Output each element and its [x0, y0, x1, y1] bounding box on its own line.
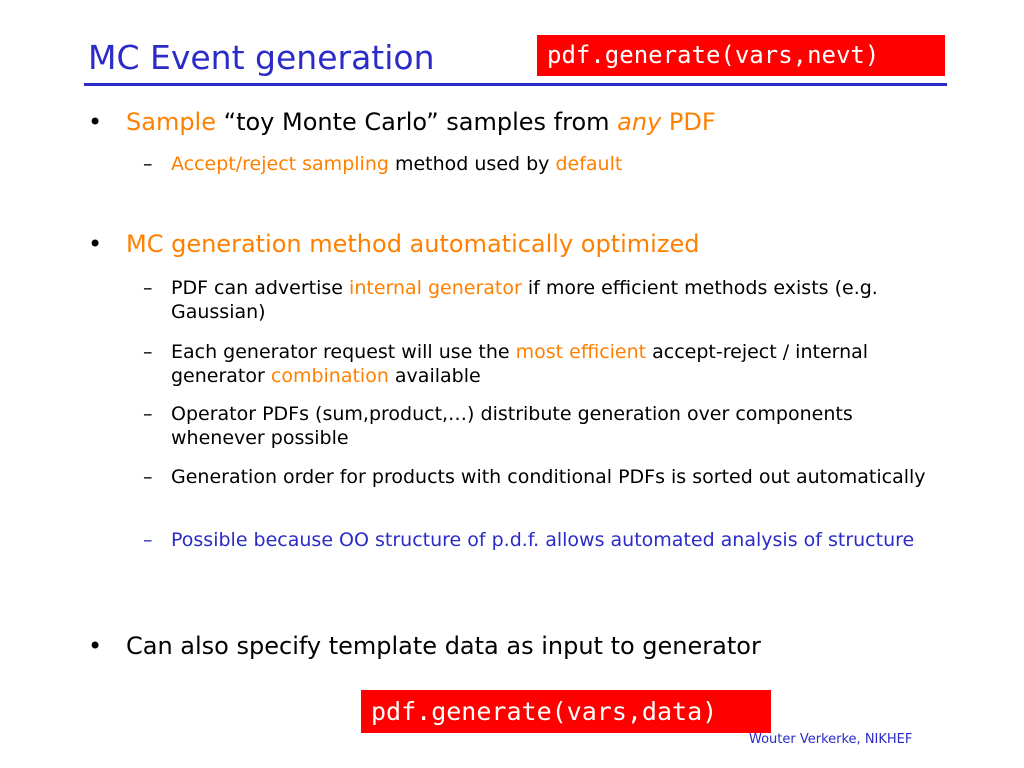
highlight-accept-reject: Accept/reject sampling — [171, 153, 389, 175]
bullet-glyph: • — [88, 108, 103, 136]
sub-bullet-text: Operator PDFs (sum,product,…) distribute generation over components whenever possible — [171, 403, 853, 449]
bullet-text — [126, 108, 716, 136]
dash-glyph: – — [143, 153, 153, 175]
title-underline — [84, 83, 947, 86]
sub-bullet-text — [171, 152, 941, 176]
text-method-used: method used by — [388, 153, 556, 175]
footer-author: Wouter Verkerke, NIKHEF — [749, 732, 913, 747]
bullet-glyph: • — [88, 632, 103, 660]
text-more-efficient: if more efficient methods exists (e.g. Gaussian) — [171, 277, 878, 323]
highlight-sample: Sample — [126, 108, 216, 136]
dash-glyph: – — [143, 466, 153, 488]
highlight-combination: combination — [270, 365, 389, 387]
text-pdf-advertise: PDF can advertise — [171, 277, 350, 299]
bullet-text: Can also specify template data as input to generator — [126, 632, 761, 660]
text-toy-mc: “toy Monte Carlo” samples from — [216, 108, 618, 136]
sub-bullet-text: Possible because OO structure of p.d.f. allows automated analysis of structure — [171, 529, 915, 551]
code-box-generate-nevt: pdf.generate(vars,nevt) — [535, 33, 947, 78]
sub-bullet-text — [171, 276, 941, 324]
sub-bullet-text — [171, 340, 941, 388]
code-box-generate-data: pdf.generate(vars,data) — [359, 688, 773, 735]
sub-bullet-text: Generation order for products with conditional PDFs is sorted out automatically — [171, 466, 926, 488]
text-accept-reject-internal: accept-reject / internal generator — [171, 341, 869, 387]
highlight-internal-generator: internal generator — [349, 277, 522, 299]
dash-glyph: – — [143, 403, 153, 425]
slide-title: MC Event generation — [88, 38, 435, 77]
text-available: available — [388, 365, 481, 387]
dash-glyph: – — [143, 341, 153, 363]
dash-glyph: – — [143, 529, 153, 551]
highlight-most-efficient: most efficient — [515, 341, 647, 363]
bullet-glyph: • — [88, 230, 103, 258]
text-each-request: Each generator request will use the — [171, 341, 516, 363]
highlight-pdf: PDF — [661, 108, 716, 136]
bullet-text: MC generation method automatically optimized — [126, 230, 700, 258]
highlight-any: any — [617, 108, 662, 136]
dash-glyph: – — [143, 277, 153, 299]
highlight-default: default — [555, 153, 623, 175]
